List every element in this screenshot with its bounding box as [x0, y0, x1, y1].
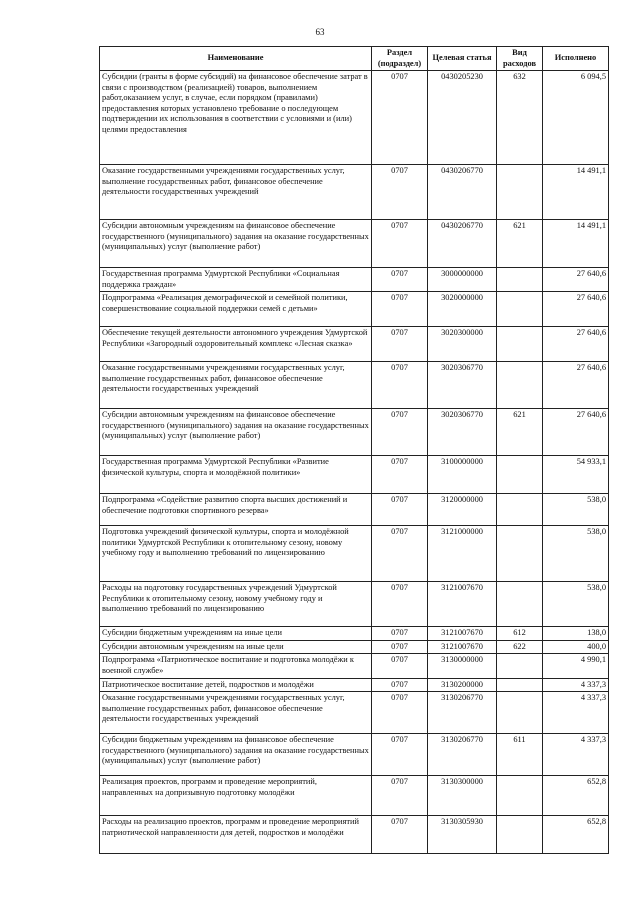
row-name: Оказание государственными учреждениями государственных услуг, выполнение государственных работ, финансовое обеспечение деятельности государственных учреждений	[100, 692, 372, 734]
row-expense-type	[497, 582, 543, 627]
row-executed: 538,0	[543, 526, 609, 582]
table-row	[100, 816, 609, 854]
row-article: 3121007670	[428, 582, 497, 627]
row-article: 3121007670	[428, 640, 497, 654]
table-body	[100, 71, 609, 854]
row-expense-type	[497, 362, 543, 409]
row-name: Государственная программа Удмуртской Республики «Социальная поддержка граждан»	[100, 268, 372, 292]
row-name: Расходы на реализацию проектов, программ и проведение мероприятий патриотической направленности для детей, подростков и молодёжи	[100, 816, 372, 854]
row-executed: 538,0	[543, 582, 609, 627]
row-executed: 54 933,1	[543, 456, 609, 494]
table-row	[100, 165, 609, 220]
row-expense-type: 621	[497, 409, 543, 456]
row-article: 3000000000	[428, 268, 497, 292]
row-executed: 652,8	[543, 816, 609, 854]
table-header-row	[100, 47, 609, 71]
row-name: Субсидии бюджетным учреждениям на иные цели	[100, 627, 372, 641]
table-row	[100, 582, 609, 627]
row-name: Подпрограмма «Реализация демографической и семейной политики, совершенствование социальной поддержки семей с детьми»	[100, 292, 372, 327]
row-article: 3020300000	[428, 327, 497, 362]
row-expense-type	[497, 678, 543, 692]
row-section: 0707	[372, 362, 428, 409]
row-executed: 138,0	[543, 627, 609, 641]
row-article: 0430206770	[428, 165, 497, 220]
row-expense-type	[497, 654, 543, 678]
table-row	[100, 734, 609, 776]
budget-table	[99, 46, 609, 854]
row-executed: 400,0	[543, 640, 609, 654]
row-article: 3130206770	[428, 692, 497, 734]
row-executed: 652,8	[543, 776, 609, 816]
row-article: 3020000000	[428, 292, 497, 327]
row-expense-type	[497, 327, 543, 362]
row-executed: 538,0	[543, 494, 609, 526]
table-row	[100, 71, 609, 165]
row-expense-type	[497, 692, 543, 734]
row-article: 0430206770	[428, 220, 497, 268]
row-executed: 14 491,1	[543, 220, 609, 268]
row-article: 3130000000	[428, 654, 497, 678]
row-name: Субсидии автономным учреждениям на иные цели	[100, 640, 372, 654]
row-expense-type	[497, 456, 543, 494]
row-executed: 4 337,3	[543, 678, 609, 692]
row-section: 0707	[372, 494, 428, 526]
table-row	[100, 220, 609, 268]
row-name: Оказание государственными учреждениями государственных услуг, выполнение государственных работ, финансовое обеспечение деятельности государственных учреждений	[100, 165, 372, 220]
row-expense-type	[497, 268, 543, 292]
row-executed: 4 990,1	[543, 654, 609, 678]
row-name: Расходы на подготовку государственных учреждений Удмуртской Республики к отопительному сезону, новому учебному году и выполнению требований по лицензированию	[100, 582, 372, 627]
row-section: 0707	[372, 292, 428, 327]
header-section: Раздел (подраздел)	[372, 47, 428, 71]
row-name: Субсидии бюджетным учреждениям на финансовое обеспечение государственного (муниципального) задания на оказание государственных (муниципальных) услуг (выполнение работ)	[100, 734, 372, 776]
row-name: Подпрограмма «Содействие развитию спорта высших достижений и обеспечение подготовки спортивного резерва»	[100, 494, 372, 526]
row-section: 0707	[372, 678, 428, 692]
row-section: 0707	[372, 165, 428, 220]
row-executed: 6 094,5	[543, 71, 609, 165]
row-article: 3120000000	[428, 494, 497, 526]
table-row	[100, 526, 609, 582]
row-article: 0430205230	[428, 71, 497, 165]
table-row	[100, 692, 609, 734]
row-expense-type: 611	[497, 734, 543, 776]
table-row	[100, 678, 609, 692]
row-article: 3121000000	[428, 526, 497, 582]
row-article: 3100000000	[428, 456, 497, 494]
table-row	[100, 456, 609, 494]
row-article: 3130305930	[428, 816, 497, 854]
row-expense-type	[497, 494, 543, 526]
row-section: 0707	[372, 409, 428, 456]
header-expense-type: Вид расходов	[497, 47, 543, 71]
header-name: Наименование	[100, 47, 372, 71]
header-executed: Исполнено	[543, 47, 609, 71]
table-row	[100, 292, 609, 327]
row-section: 0707	[372, 71, 428, 165]
row-expense-type: 632	[497, 71, 543, 165]
row-section: 0707	[372, 627, 428, 641]
row-section: 0707	[372, 582, 428, 627]
row-section: 0707	[372, 526, 428, 582]
row-section: 0707	[372, 776, 428, 816]
row-name: Подпрограмма «Патриотическое воспитание и подготовка молодёжи к военной службе»	[100, 654, 372, 678]
row-executed: 27 640,6	[543, 268, 609, 292]
row-name: Субсидии (гранты в форме субсидий) на финансовое обеспечение затрат в связи с производством (реализацией) товаров, выполнением работ,оказанием услуг, в случае, если порядком (правилами) предоставления которых установлено требование о последующем подтверждении их использования в соответствии с условиями и (или) целями предоставления	[100, 71, 372, 165]
page-number: 63	[315, 27, 325, 37]
row-executed: 27 640,6	[543, 409, 609, 456]
row-name: Государственная программа Удмуртской Республики «Развитие физической культуры, спорта и молодёжной политики»	[100, 456, 372, 494]
row-article: 3130300000	[428, 776, 497, 816]
row-section: 0707	[372, 220, 428, 268]
row-name: Обеспечение текущей деятельности автономного учреждения Удмуртской Республики «Загородный оздоровительный комплекс «Лесная сказка»	[100, 327, 372, 362]
row-expense-type: 612	[497, 627, 543, 641]
row-article: 3020306770	[428, 409, 497, 456]
row-name: Субсидии автономным учреждениям на финансовое обеспечение государственного (муниципального) задания на оказание государственных (муниципальных) услуг (выполнение работ)	[100, 409, 372, 456]
row-section: 0707	[372, 816, 428, 854]
row-article: 3130206770	[428, 734, 497, 776]
row-section: 0707	[372, 640, 428, 654]
row-expense-type	[497, 526, 543, 582]
row-name: Реализация проектов, программ и проведение мероприятий, направленных на допризывную подготовку молодёжи	[100, 776, 372, 816]
row-name: Патриотическое воспитание детей, подростков и молодёжи	[100, 678, 372, 692]
row-section: 0707	[372, 654, 428, 678]
row-executed: 27 640,6	[543, 362, 609, 409]
header-article: Целевая статья	[428, 47, 497, 71]
table-row	[100, 268, 609, 292]
row-executed: 27 640,6	[543, 292, 609, 327]
row-name: Оказание государственными учреждениями государственных услуг, выполнение государственных работ, финансовое обеспечение деятельности государственных учреждений	[100, 362, 372, 409]
table-row	[100, 654, 609, 678]
row-expense-type	[497, 776, 543, 816]
row-name: Подготовка учреждений физической культуры, спорта и молодёжной политики Удмуртской Республики к отопительному сезону, новому учебному году и выполнению требований по лицензированию	[100, 526, 372, 582]
row-executed: 27 640,6	[543, 327, 609, 362]
row-section: 0707	[372, 692, 428, 734]
table-row	[100, 409, 609, 456]
row-expense-type	[497, 165, 543, 220]
row-executed: 14 491,1	[543, 165, 609, 220]
table-row	[100, 627, 609, 641]
table-row	[100, 640, 609, 654]
row-expense-type	[497, 816, 543, 854]
row-article: 3130200000	[428, 678, 497, 692]
row-expense-type	[497, 292, 543, 327]
row-executed: 4 337,3	[543, 734, 609, 776]
table-row	[100, 362, 609, 409]
table-row	[100, 494, 609, 526]
table-row	[100, 327, 609, 362]
row-article: 3121007670	[428, 627, 497, 641]
row-section: 0707	[372, 327, 428, 362]
row-section: 0707	[372, 734, 428, 776]
row-section: 0707	[372, 268, 428, 292]
row-section: 0707	[372, 456, 428, 494]
row-executed: 4 337,3	[543, 692, 609, 734]
row-name: Субсидии автономным учреждениям на финансовое обеспечение государственного (муниципального) задания на оказание государственных (муниципальных) услуг (выполнение работ)	[100, 220, 372, 268]
row-article: 3020306770	[428, 362, 497, 409]
table-row	[100, 776, 609, 816]
row-expense-type: 621	[497, 220, 543, 268]
row-expense-type: 622	[497, 640, 543, 654]
